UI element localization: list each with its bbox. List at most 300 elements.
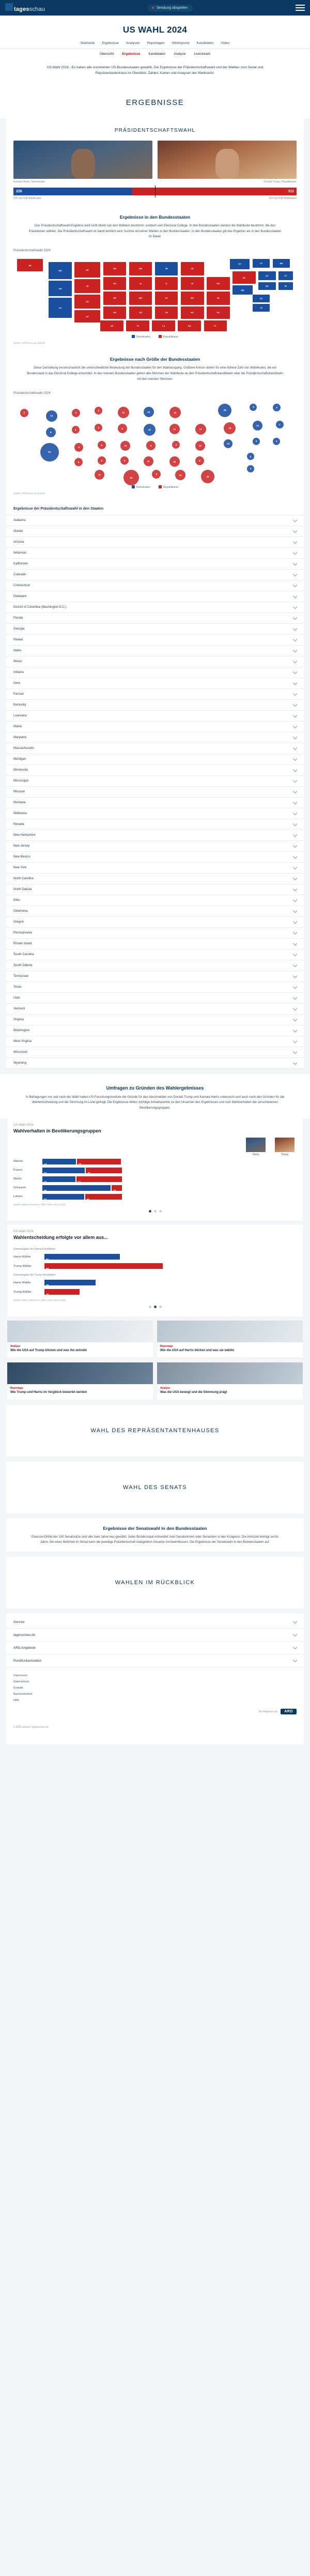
pager-dot-1[interactable] (149, 1210, 151, 1213)
footer-tagesschau-label: tagesschau.de (13, 1633, 36, 1637)
logo-light-text: schau (29, 6, 45, 12)
state-name-label: Colorado (13, 573, 26, 576)
chevron-down-icon (293, 593, 297, 597)
chart1-trump-bar (86, 1168, 122, 1173)
state-accordion-item[interactable] (6, 515, 304, 526)
chart2-bar-row (13, 1263, 297, 1270)
results-heading: ERGEBNISSE (126, 98, 184, 107)
chart1-harris-bar (42, 1194, 84, 1200)
subnav-item-analyse[interactable]: Analyse (174, 52, 186, 56)
footer-item-rundfunkanstalten[interactable] (6, 1654, 304, 1667)
chevron-down-icon (293, 1049, 297, 1053)
state-accordion-item[interactable] (6, 1057, 304, 1069)
state-accordion-item[interactable] (6, 721, 304, 732)
legend-republicans-label: Republikaner (163, 335, 179, 339)
chart1-harris-bar (42, 1185, 111, 1191)
chart2-bar-label: Trump-Wähler (13, 1264, 32, 1268)
top-bar-center (49, 5, 291, 11)
senate-heading: Ergebnisse der Senatswahl in den Bundesstaaten (103, 1525, 207, 1531)
state-name-label: Alabama (13, 518, 26, 522)
footer-item-ard-angebote[interactable] (6, 1642, 304, 1654)
chevron-down-icon (293, 626, 297, 630)
chevron-down-icon (293, 734, 297, 739)
subnav-item-uebersicht[interactable]: Übersicht (99, 52, 114, 56)
state-accordion-item[interactable] (6, 1025, 304, 1036)
nav-item-reportagen[interactable]: Reportagen (147, 41, 165, 45)
subnav-item-livestream[interactable]: Livestream (194, 52, 211, 56)
ev-bar-harris (13, 188, 132, 195)
footer-rundfunk-label: Rundfunkanstalten (13, 1659, 42, 1663)
chart2-bars (13, 1244, 297, 1296)
state-name-label: New Hampshire (13, 833, 36, 837)
chart2-source: Quelle: Edison Research / NEP, Stand: 06.11.2024 (13, 1298, 66, 1301)
chevron-down-icon (293, 832, 297, 836)
chevron-down-icon (293, 1060, 297, 1064)
state-name-label: Nebraska (13, 811, 27, 815)
chevron-down-icon (293, 952, 297, 956)
chart2-bar-value: 88 (46, 1268, 49, 1271)
state-name-label: Massachusetts (13, 746, 35, 750)
results-band (0, 85, 310, 118)
teaser4-kicker: Analyse (160, 1387, 171, 1390)
state-accordion-item[interactable] (6, 1036, 304, 1047)
pager-dot-2[interactable] (154, 1210, 157, 1213)
state-name-label: Indiana (13, 670, 24, 674)
state-accordion-item[interactable] (6, 819, 304, 830)
state-name-label: Arkansas (13, 551, 27, 555)
pager-dot-3[interactable] (159, 1210, 162, 1213)
nav-item-ergebnisse[interactable]: Ergebnisse (102, 41, 119, 45)
secondary-nav (0, 49, 310, 59)
state-name-label: Kentucky (13, 703, 26, 707)
state-accordion-item[interactable] (6, 786, 304, 797)
state-name-label: Oregon (13, 920, 24, 924)
play-broadcast-button[interactable] (148, 5, 193, 11)
trump-caption: Donald Trump, Republikaner (264, 180, 297, 183)
chart1-trump-value: 45 (87, 1172, 90, 1175)
state-name-label: Missouri (13, 790, 25, 793)
electoral-vote-bar (13, 188, 297, 195)
state-name-label: District of Columbia (Washington D.C.) (13, 605, 67, 609)
state-name-label: Washington (13, 1029, 30, 1032)
state-accordion-item[interactable] (6, 830, 304, 840)
state-accordion-item[interactable] (6, 645, 304, 656)
chevron-down-icon (293, 648, 297, 652)
state-name-label: Mississippi (13, 779, 29, 783)
teaser-card-3[interactable] (7, 1362, 153, 1399)
nav-item-hintergrund[interactable]: Hintergrund (172, 41, 190, 45)
state-accordion-item[interactable] (6, 1003, 304, 1014)
states-bubble-map[interactable]: 3 12 4 3 10 10 15 28 3 4 8 4 3 6 19 11 17 19 14 7 54 6 5 10 8 4 13 10 3 4 6 6 6 11 16 9 11 40 8 16 30 3 4 (11, 397, 299, 482)
chart1-bar-row (13, 1167, 297, 1174)
nav-item-analysen[interactable]: Analysen (126, 41, 140, 45)
state-accordion-item[interactable] (6, 895, 304, 906)
footer (6, 1614, 304, 1744)
state-name-label: Kalifornien (13, 562, 28, 565)
logo-main-text: tages (14, 6, 29, 12)
chart1-trump-value: 46 (86, 1198, 90, 1202)
play-broadcast-label: Sendung abspielen (157, 6, 188, 10)
chart1-trump-value: 13 (113, 1189, 116, 1193)
banner-senate[interactable]: WAHL DES SENATS (6, 1462, 304, 1513)
chart1-bar-pair (42, 1168, 297, 1173)
footer-link-kontakt[interactable]: Kontakt (13, 1686, 23, 1690)
teaser-card-4[interactable] (157, 1362, 303, 1399)
chevron-down-icon (293, 528, 297, 532)
state-name-label: Michigan (13, 757, 26, 761)
state-accordion-item[interactable] (6, 808, 304, 819)
top-bar (0, 0, 310, 16)
page-title: US WAHL 2024 (122, 25, 188, 35)
state-accordion-item[interactable] (6, 656, 304, 667)
size-text: Diese Darstellung veranschaulicht die unterschiedliche Bedeutung der Bundesstaaten für den Wahlausgang. Größere Kreise stehen für eine höhere Zahl von Wahlleuten, die ein Bundesstaat in das Electoral College entsendet. In den meisten Bundesstaaten gehen alle Stimmen der Wahlleute an den Präsidentschaftskandidaten oder die Präsidentschaftskandidatin mit den meisten Stimmen. (27, 366, 283, 381)
chevron-down-icon (293, 767, 297, 771)
state-name-label: Tennessee (13, 974, 29, 978)
state-accordion-item[interactable] (6, 580, 304, 591)
chevron-down-icon (293, 615, 297, 619)
chart-panel-motivation (7, 1225, 303, 1316)
pager2-dot-2[interactable] (154, 1306, 157, 1308)
state-name-label: Pennsylvania (13, 931, 32, 934)
chart1-bar-row (13, 1185, 297, 1191)
polls-text: In Befragungen vor und nach der Wahl haben US-Forschungsinstitute die Gründe für das Abschneiden von Donald Trump und Kamala Harris untersucht und auch nach den Gründen für die Wahlentscheidung und die Stimmung im Land gefragt. Die Ergebnisse liefern wichtige Anhaltspunkte zu den Ursachen des Ergebnisses und zum Wahlverhalten der verschiedenen Bevölkerungsgruppen. (25, 1095, 285, 1110)
chart1-trump-value: 57 (78, 1180, 81, 1184)
chevron-down-icon (293, 941, 297, 945)
state-accordion-item[interactable] (6, 526, 304, 536)
state-name-label: Wyoming (13, 1061, 26, 1065)
state-accordion-item[interactable] (6, 927, 304, 938)
state-accordion-item[interactable] (6, 873, 304, 884)
state-name-label: Minnesota (13, 768, 28, 772)
chart2-bar (44, 1289, 80, 1295)
state-accordion-item[interactable] (6, 591, 304, 602)
state-name-label: Texas (13, 985, 22, 989)
chart2-group-label: Stimmabgabe der Trump-Kandidaten (13, 1273, 56, 1277)
chart1-trump-bar (77, 1159, 121, 1167)
chart1-trump-bar (112, 1185, 122, 1191)
state-accordion-item[interactable] (6, 906, 304, 916)
banner-house[interactable]: WAHL DES REPRÄSENTANTENHAUSES (6, 1405, 304, 1456)
teaser1-title: Wie die USA auf Trump blicken und was ihn antreibt (10, 1348, 87, 1352)
chart1-trump-name: Trump (281, 1153, 289, 1156)
states-list-heading: Ergebnisse der Präsidentschaftswahl in den Staaten (13, 507, 104, 511)
chart1-category-label: Latinos (13, 1195, 23, 1199)
nav-item-video[interactable]: Video (221, 41, 230, 45)
state-name-label: Iowa (13, 681, 20, 685)
chart1-harris-value: 41 (44, 1180, 47, 1184)
chart1-harris-value: 85 (44, 1189, 47, 1193)
chart-panel-demographics (7, 1118, 303, 1221)
state-accordion-item[interactable] (6, 971, 304, 982)
chart1-bar-pair (42, 1159, 297, 1167)
hamburger-menu-icon[interactable] (296, 5, 305, 11)
chevron-down-icon (293, 973, 297, 977)
footer-service-label: Service (13, 1620, 25, 1624)
chart1-trump-value: 55 (79, 1163, 82, 1167)
state-name-label: Maine (13, 725, 22, 728)
chart1-trump-bar (85, 1194, 122, 1200)
teaser2-title: Wie die USA auf Harris blicken und was sie wählte (160, 1348, 235, 1352)
state-name-label: Ohio (13, 898, 20, 902)
teaser-row-1 (0, 1321, 310, 1362)
state-accordion-item[interactable] (6, 960, 304, 971)
state-accordion-item[interactable] (6, 743, 304, 754)
state-accordion-item[interactable] (6, 1014, 304, 1025)
state-name-label: Connecticut (13, 584, 30, 587)
chart1-harris-bar (42, 1176, 75, 1182)
chart1-candidate-headers (13, 1138, 297, 1156)
chart1-harris-value: 53 (44, 1172, 47, 1175)
state-name-label: Nevada (13, 822, 24, 826)
chevron-down-icon (293, 810, 297, 815)
chevron-down-icon (293, 1658, 297, 1662)
chart1-trump-bar (76, 1176, 122, 1182)
pager2-dot-1[interactable] (149, 1306, 151, 1308)
senate-text: Etwa ein Drittel der 100 Senatssitze sind alle zwei Jahre neu gewählt. Jeder Bundesstaat entsendet zwei Senatorinnen oder Senatoren in den Kongress. Die Amtszeit beträgt sechs Jahre. Bei einer Mehrheit im Senat kann die jeweilige Präsidentschaft maßgeblich Gesetze mit beeinflussen. Die Ergebnisse der Senatswahl in den Bundesstaaten auf. (32, 1535, 278, 1544)
presidential-title: PRÄSIDENTSCHAFTSWAHL (114, 127, 196, 133)
chevron-down-icon (293, 691, 297, 695)
state-name-label: New Jersey (13, 844, 30, 848)
footer-item-service[interactable] (6, 1616, 304, 1629)
state-accordion-item[interactable] (6, 982, 304, 992)
teaser-image-4 (157, 1362, 303, 1384)
state-name-label: Louisiana (13, 714, 27, 717)
subnav-item-kandidaten[interactable]: Kandidaten (148, 52, 166, 56)
footer-link-datenschutz[interactable]: Datenschutz (13, 1680, 29, 1684)
chart2-bar-label: Harris-Wähler (13, 1281, 31, 1284)
chart2-pager[interactable] (13, 1301, 297, 1310)
chevron-down-icon (293, 843, 297, 847)
nav-item-startseite[interactable]: Startseite (80, 41, 95, 45)
state-name-label: West Virginia (13, 1039, 32, 1043)
chevron-down-icon (293, 919, 297, 923)
state-name-label: Rhode Island (13, 942, 32, 945)
chart1-category-label: Schwarze (13, 1186, 26, 1190)
chart1-harris-value: 52 (44, 1198, 47, 1202)
state-accordion-item[interactable] (6, 862, 304, 873)
chevron-down-icon (293, 984, 297, 988)
state-accordion-item[interactable] (6, 634, 304, 645)
nav-item-kandidaten[interactable]: Kandidaten (196, 41, 214, 45)
state-accordion-item[interactable] (6, 992, 304, 1003)
primary-nav (0, 41, 310, 49)
ev-legend-left: 226 von 538 Wahlleuten (13, 196, 41, 200)
state-name-label: Montana (13, 801, 26, 804)
footer-item-tagesschau[interactable] (6, 1629, 304, 1642)
candidate-harris[interactable] (13, 141, 152, 183)
map-source-1: Quelle: AP/Election.ap (Stand:) (13, 342, 46, 345)
chevron-down-icon (293, 669, 297, 673)
chart1-bar-pair (42, 1194, 297, 1200)
harris-caption: Kamala Harris, Demokraten (13, 180, 45, 183)
state-accordion-item[interactable] (6, 851, 304, 862)
chart1-trump-header (275, 1138, 295, 1156)
state-accordion-item[interactable] (6, 938, 304, 949)
ev-trump-value: 312 (288, 189, 294, 193)
teaser4-title: Was die USA bewegt und die Stimmung prägt (160, 1391, 227, 1394)
candidate-row (6, 141, 304, 183)
chevron-down-icon (293, 778, 297, 782)
ev-legend-right: 312 von 538 Wahlleuten (269, 196, 297, 200)
chart2-bar-row (13, 1279, 297, 1286)
state-accordion-item[interactable] (6, 678, 304, 688)
chart2-bar-label: Harris-Wähler (13, 1255, 31, 1259)
legend2-democrats-label: Demokraten (136, 485, 150, 489)
subnav-item-ergebnisse[interactable]: Ergebnisse (122, 52, 141, 56)
teaser3-title: Wie Trump und Harris im Vergleich bewertet werden (10, 1391, 87, 1394)
footer-link-impressum[interactable]: Impressum (13, 1674, 28, 1678)
state-name-label: Maryland (13, 735, 26, 739)
state-accordion-item[interactable] (6, 547, 304, 558)
chart2-kicker: US-Wahl 2024 (13, 1230, 34, 1233)
chevron-down-icon (293, 604, 297, 608)
polls-heading: Umfragen zu Gründen des Wahlergebnisses (106, 1085, 204, 1091)
pager2-dot-3[interactable] (159, 1306, 162, 1308)
state-name-label: New York (13, 866, 27, 869)
footer-ard-label: ARD Angebote (13, 1646, 36, 1650)
state-accordion-item[interactable] (6, 884, 304, 895)
chart1-title: Wahlverhalten in Bevölkerungsgruppen (13, 1128, 101, 1133)
chart2-group-label: Stimmabgabe der Harris-Kandidaten (13, 1247, 56, 1251)
chevron-down-icon (293, 854, 297, 858)
chevron-down-icon (293, 1028, 297, 1032)
copyright: © ARD-aktuell / tagesschau.de (13, 1726, 49, 1729)
state-name-label: Arizona (13, 540, 24, 544)
chevron-down-icon (293, 724, 297, 728)
state-accordion-item[interactable] (6, 569, 304, 580)
harris-photo (13, 141, 152, 179)
chart2-bar (44, 1254, 120, 1260)
trump-photo (158, 141, 297, 179)
state-accordion-item[interactable] (6, 840, 304, 851)
chevron-down-icon (293, 713, 297, 717)
map-legend-1 (6, 332, 304, 340)
state-accordion-item[interactable] (6, 732, 304, 743)
chart1-trump-photo (275, 1138, 295, 1152)
chart1-harris-header (246, 1138, 266, 1156)
footer-links (6, 1667, 304, 1704)
state-name-label: Illinois (13, 660, 22, 663)
footer-link-hilfe[interactable]: Hilfe (13, 1699, 20, 1703)
state-accordion-item[interactable] (6, 536, 304, 547)
page-header (0, 16, 310, 85)
chevron-down-icon (293, 886, 297, 891)
teaser-image-2 (157, 1321, 303, 1342)
chart1-harris-bar (42, 1168, 85, 1173)
state-name-label: Oklahoma (13, 909, 28, 913)
state-accordion-item[interactable] (6, 612, 304, 623)
chevron-down-icon (293, 897, 297, 901)
state-name-label: Kansas (13, 692, 24, 696)
state-accordion-item[interactable] (6, 558, 304, 569)
state-name-label: Idaho (13, 649, 22, 652)
chevron-down-icon (293, 680, 297, 684)
state-accordion-item[interactable] (6, 916, 304, 927)
state-name-label: Wisconsin (13, 1050, 28, 1054)
chevron-down-icon (293, 756, 297, 760)
chevron-down-icon (293, 539, 297, 543)
state-accordion-item[interactable] (6, 1047, 304, 1057)
chevron-down-icon (293, 876, 297, 880)
chevron-down-icon (293, 702, 297, 706)
chart1-category-label: Männer (13, 1160, 23, 1163)
chart2-bar-value: 38 (46, 1284, 49, 1288)
chart1-bar-row (13, 1158, 297, 1165)
chevron-down-icon (293, 865, 297, 869)
chart2-bar (44, 1263, 163, 1269)
state-name-label: North Dakota (13, 887, 32, 891)
chart1-kicker: US-Wahl 2024 (13, 1123, 34, 1127)
candidate-trump[interactable] (158, 141, 297, 183)
ev-majority-marker (155, 186, 156, 197)
chart1-bar-row (13, 1193, 297, 1200)
teaser-image-3 (7, 1362, 153, 1384)
chevron-down-icon (293, 789, 297, 793)
map-legend-2 (6, 482, 304, 490)
states-text: Das Präsidentschaftswahl-Ergebnis wird nicht direkt von den Wählern bestimmt, sondern vom Electoral College. In den Bundesstaaten werden die Wahlleute bestimmt, die den Präsidenten wählen. Die Präsidentschaftswahl ist damit letztlich eine Summe einzelner Wahlen in den Bundesstaaten. In den Bundesstaaten gilt das Ergebnis als in den Bundesstaaten im Detail. (28, 224, 282, 239)
states-heading: Ergebnisse in den Bundesstaaten (119, 214, 191, 220)
ev-bar-trump (132, 188, 297, 195)
state-name-label: South Dakota (13, 963, 33, 967)
polls-band (0, 1074, 310, 1118)
chart2-bar-value: 56 (46, 1259, 49, 1262)
state-name-label: New Mexico (13, 855, 30, 858)
state-name-label: South Carolina (13, 953, 34, 956)
state-accordion-item[interactable] (6, 623, 304, 634)
state-accordion-item[interactable] (6, 797, 304, 808)
state-accordion-item[interactable] (6, 602, 304, 612)
chart2-bar-row (13, 1253, 297, 1261)
teaser-row-2 (0, 1362, 310, 1404)
chart2-title: Wahlentscheidung erfolgte vor allem aus... (13, 1234, 108, 1240)
chevron-down-icon (293, 962, 297, 967)
chevron-down-icon (293, 821, 297, 825)
state-accordion-item[interactable] (6, 667, 304, 678)
teaser-card-2[interactable] (157, 1321, 303, 1357)
states-choropleth-map[interactable]: AK WA MT ND MN WI MI NY VT ME OR ID SD IA IL IN OH PA NJ CT CA NV NE MO KY WV VA MD DE RI UT KS AR TN NC SC AZ TX LA GA FL DC HI (11, 254, 299, 332)
state-accordion-item[interactable] (6, 688, 304, 699)
chart2-bar-label: Trump-Wähler (13, 1290, 32, 1294)
teaser2-kicker: Reportage (160, 1344, 173, 1348)
chevron-down-icon (293, 550, 297, 554)
state-accordion-item[interactable] (6, 949, 304, 960)
banner-history[interactable]: WAHLEN IM RÜCKBLICK (6, 1557, 304, 1608)
senate-text-card (6, 1519, 304, 1552)
chevron-down-icon (293, 572, 297, 576)
chevron-down-icon (293, 1038, 297, 1042)
chevron-down-icon (293, 1006, 297, 1010)
teaser-card-1[interactable] (7, 1321, 153, 1357)
chevron-down-icon (293, 745, 297, 749)
chart1-harris-bar (42, 1159, 76, 1167)
states-map-label: Präsidentschaftswahl 2024 (13, 249, 51, 253)
ard-logo[interactable]: ARD (281, 1709, 297, 1714)
state-name-label: Virginia (13, 1018, 24, 1021)
state-accordion-item[interactable] (6, 775, 304, 786)
state-accordion-item[interactable] (6, 710, 304, 721)
chart1-bars (13, 1158, 297, 1200)
bubble-map-label: Präsidentschaftswahl 2024 (13, 391, 51, 395)
state-accordion-item[interactable] (6, 699, 304, 710)
footer-link-barrierefreiheit[interactable]: Barrierefreiheit (13, 1693, 33, 1696)
state-accordion-item[interactable] (6, 754, 304, 764)
chevron-down-icon (293, 517, 297, 522)
state-accordion-item[interactable] (6, 764, 304, 775)
chart1-bar-pair (42, 1176, 297, 1182)
state-name-label: Georgia (13, 627, 25, 631)
chart1-pager[interactable] (13, 1206, 297, 1215)
tagesschau-logo[interactable] (5, 3, 45, 12)
